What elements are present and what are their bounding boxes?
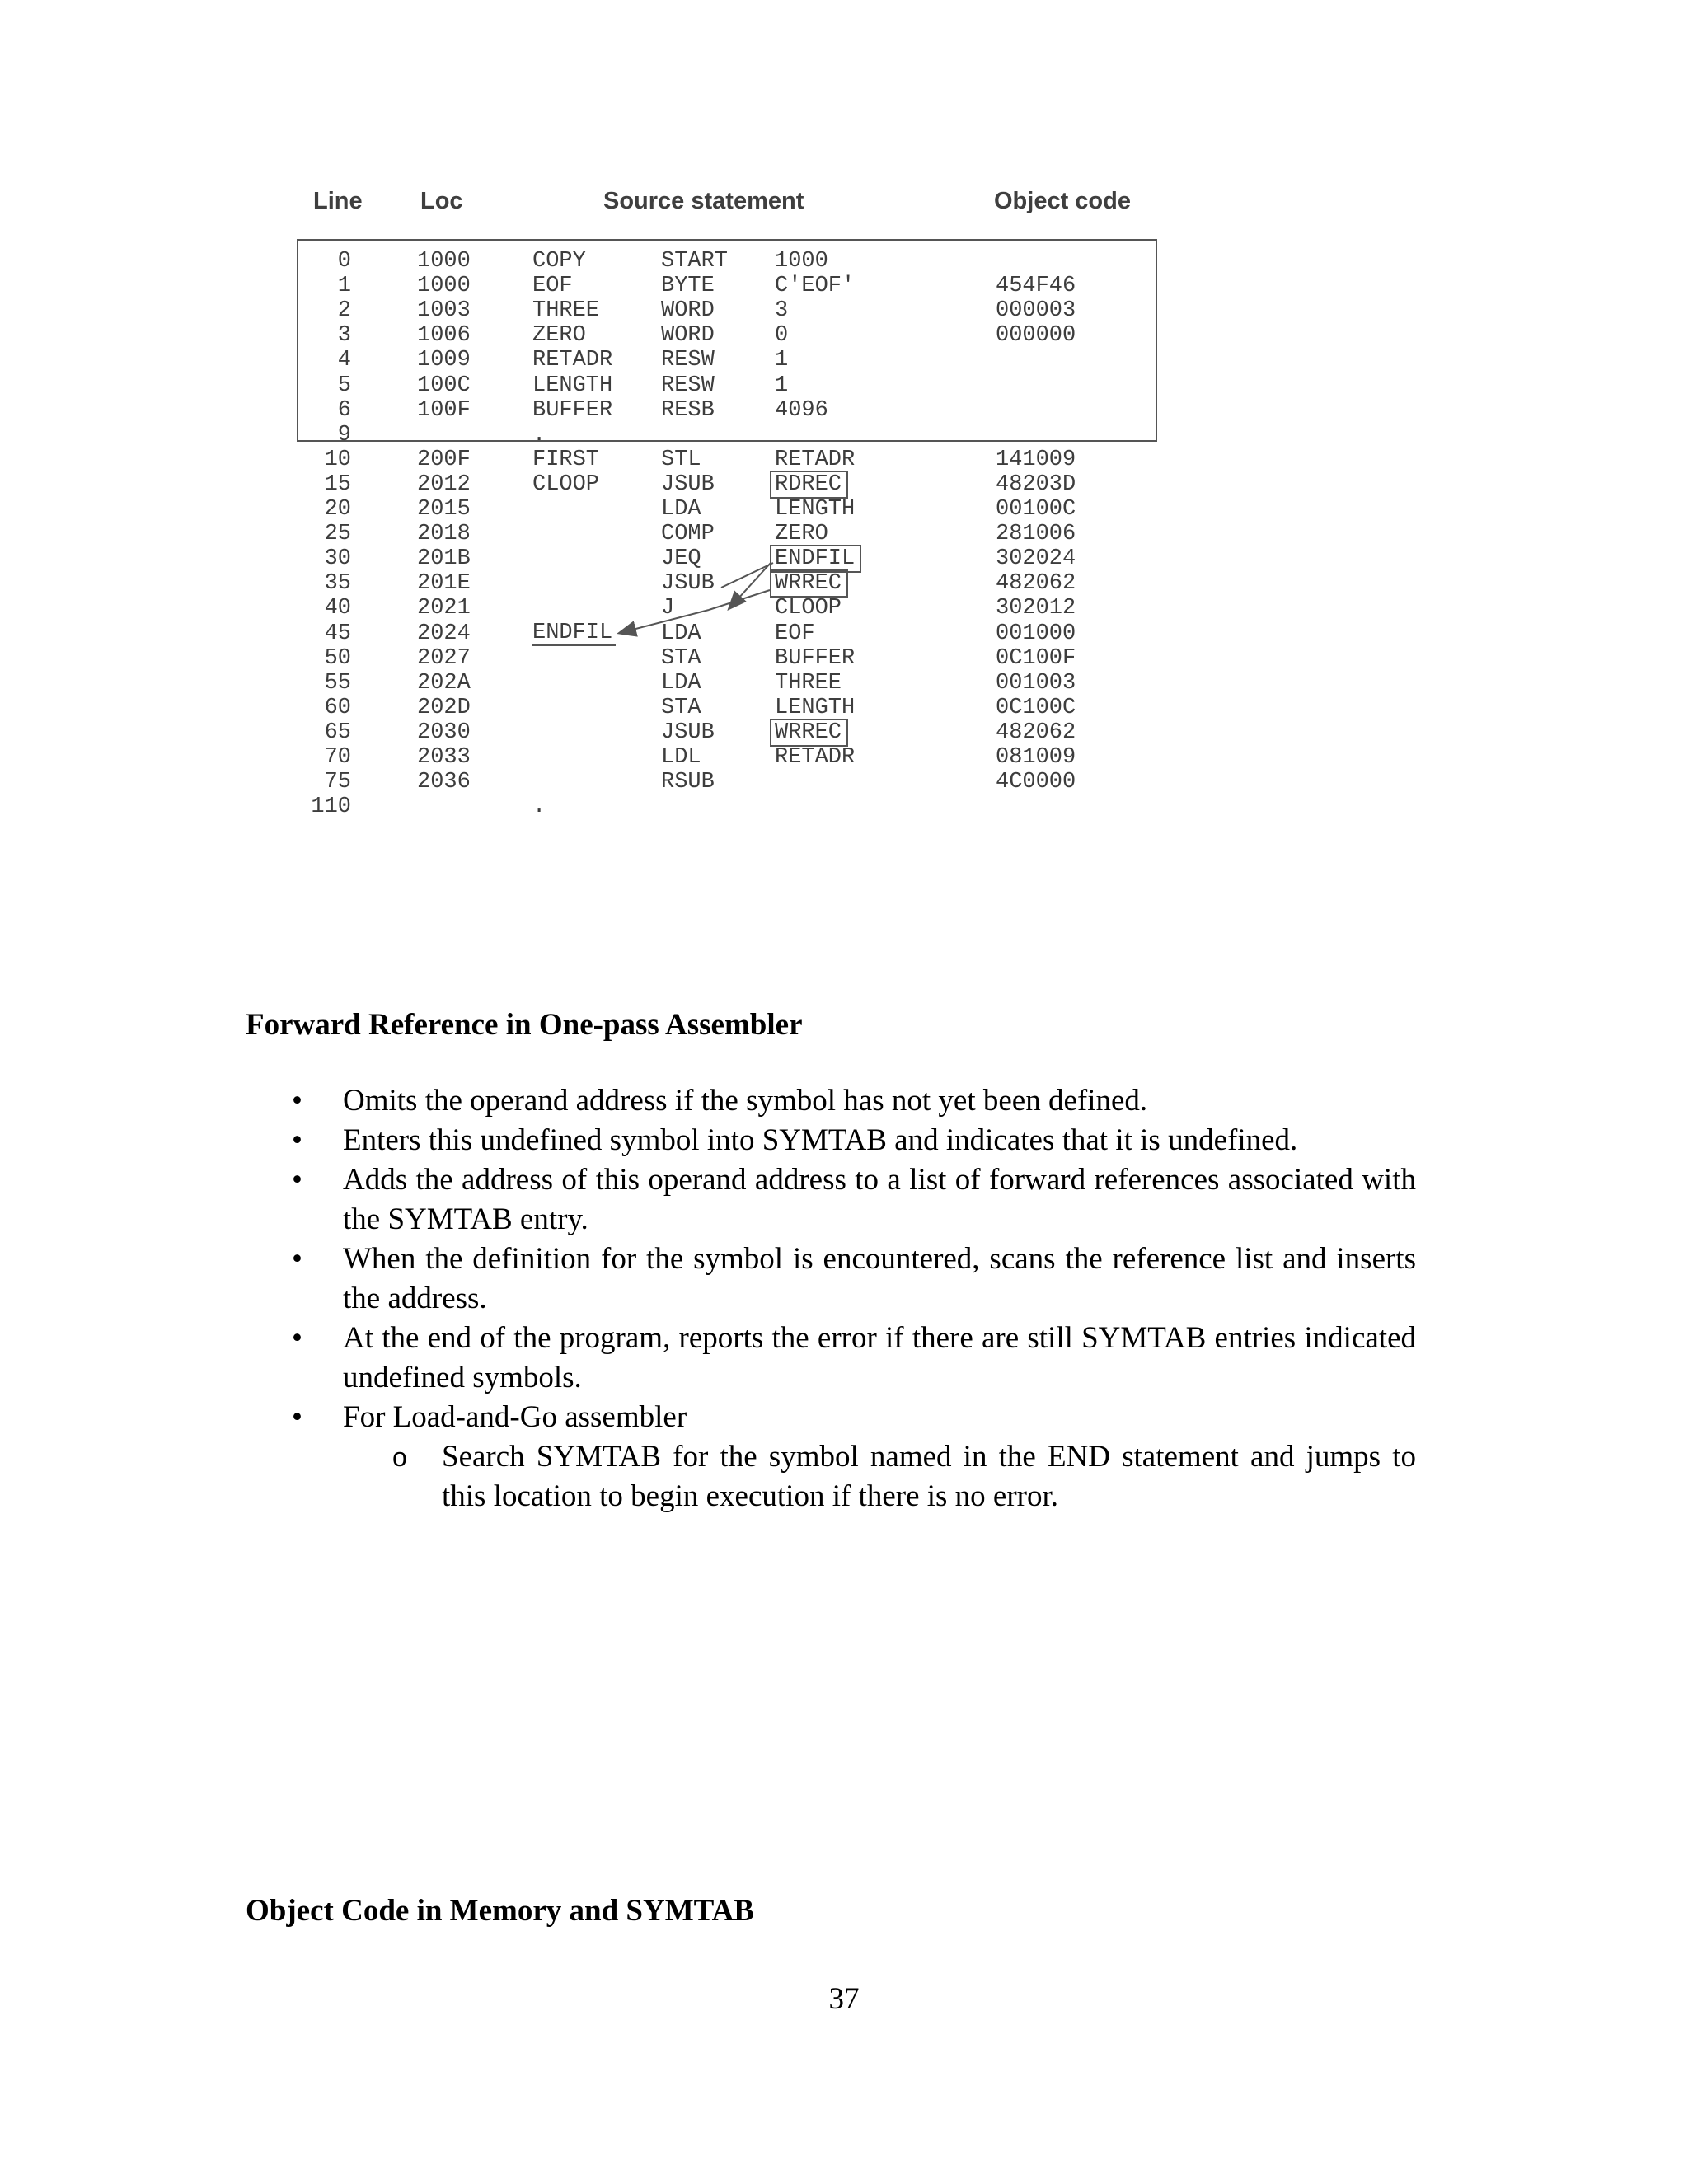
label-field: BUFFER — [532, 397, 613, 423]
object-code-field: 001000 — [996, 621, 1076, 646]
opcode-field: STL — [661, 447, 701, 472]
line-number: 60 — [324, 695, 351, 720]
line-number: 20 — [324, 497, 351, 522]
line-number: 70 — [324, 745, 351, 770]
label-field: RETADR — [532, 348, 613, 373]
line-number: 4 — [337, 348, 351, 373]
object-code-field: 0C100C — [996, 695, 1076, 720]
line-number: 40 — [324, 596, 351, 621]
line-number: 5 — [337, 373, 351, 398]
opcode-field: JSUB — [661, 471, 715, 497]
object-code-field: 482062 — [996, 719, 1076, 745]
operand-field: CLOOP — [775, 596, 842, 621]
opcode-field: START — [661, 249, 729, 274]
opcode-field: COMP — [661, 522, 715, 547]
section-heading-forward-reference: Forward Reference in One-pass Assembler — [246, 1008, 803, 1042]
opcode-field: JEQ — [661, 546, 701, 572]
location-counter: 1006 — [417, 323, 471, 349]
opcode-field: LDA — [661, 497, 701, 522]
header-loc: Loc — [420, 188, 463, 214]
line-number: 0 — [337, 249, 351, 274]
label-field: . — [532, 422, 546, 448]
label-field: EOF — [532, 274, 573, 299]
line-number: 10 — [324, 447, 351, 472]
program-listing-figure — [297, 188, 1170, 839]
object-code-field: 302024 — [996, 546, 1076, 572]
location-counter: 1000 — [417, 249, 471, 274]
operand-field: LENGTH — [775, 695, 856, 720]
header-source-statement: Source statement — [603, 188, 804, 214]
bullet-icon: • — [292, 1163, 302, 1197]
arrow-wrrec-link — [709, 590, 770, 610]
operand-field: RETADR — [775, 745, 856, 770]
bullet-icon: • — [292, 1400, 302, 1434]
line-number: 65 — [324, 719, 351, 745]
page-number: 37 — [828, 1982, 860, 2016]
line-number: 1 — [337, 274, 351, 299]
bullet-icon: • — [292, 1123, 302, 1157]
line-number: 55 — [324, 670, 351, 696]
object-code-field: 482062 — [996, 571, 1076, 597]
opcode-field: STA — [661, 645, 701, 671]
location-counter: 2024 — [417, 621, 471, 646]
operand-field: 4096 — [775, 397, 828, 423]
label-field: . — [532, 794, 546, 820]
location-counter: 202D — [417, 695, 471, 720]
opcode-field: LDA — [661, 621, 701, 646]
operand-field: 0 — [775, 323, 789, 349]
list-item: • At the end of the program, reports the error if there are still SYMTAB entries indicated undefined symbols. — [246, 1319, 1416, 1398]
bullet-icon: • — [292, 1242, 302, 1276]
location-counter: 2027 — [417, 645, 471, 671]
label-field: COPY — [532, 249, 586, 274]
location-counter: 100F — [417, 397, 471, 423]
opcode-field: BYTE — [661, 274, 715, 299]
arrow-endfil-to-line45 — [721, 563, 773, 588]
location-counter: 2033 — [417, 745, 471, 770]
location-counter: 2015 — [417, 497, 471, 522]
label-field: CLOOP — [532, 471, 600, 497]
line-number: 25 — [324, 522, 351, 547]
line-number: 30 — [324, 546, 351, 572]
object-code-field: 081009 — [996, 745, 1076, 770]
opcode-field: WORD — [661, 323, 715, 349]
location-counter: 202A — [417, 670, 471, 696]
circle-bullet-icon: o — [392, 1442, 407, 1472]
object-code-field: 001003 — [996, 670, 1076, 696]
operand-field: LENGTH — [775, 497, 856, 522]
location-counter: 201B — [417, 546, 471, 572]
object-code-field: 4C0000 — [996, 770, 1076, 795]
location-counter: 2021 — [417, 596, 471, 621]
object-code-field: 00100C — [996, 497, 1076, 522]
forward-reference-arrows — [297, 188, 1170, 839]
list-item: • Adds the address of this operand address to a list of forward references associated with the SYMTAB entry. — [246, 1160, 1416, 1240]
operand-field: WRREC — [771, 571, 846, 596]
list-item: • Enters this undefined symbol into SYMTAB and indicates that it is undefined. — [246, 1121, 1416, 1160]
opcode-field: J — [661, 596, 675, 621]
label-field: FIRST — [532, 447, 600, 472]
location-counter: 1000 — [417, 274, 471, 299]
section-heading-object-code: Object Code in Memory and SYMTAB — [246, 1894, 754, 1928]
line-number: 45 — [324, 621, 351, 646]
line-number: 15 — [324, 471, 351, 497]
operand-field: ENDFIL — [771, 546, 860, 571]
operand-field: C'EOF' — [775, 274, 856, 299]
location-counter: 2030 — [417, 719, 471, 745]
operand-field: RDREC — [771, 472, 846, 497]
operand-field: RETADR — [775, 447, 856, 472]
line-number: 2 — [337, 298, 351, 324]
operand-field: 3 — [775, 298, 789, 324]
operand-field: 1 — [775, 373, 789, 398]
operand-field: 1000 — [775, 249, 828, 274]
line-number: 75 — [324, 770, 351, 795]
object-code-field: 0C100F — [996, 645, 1076, 671]
object-code-field: 281006 — [996, 522, 1076, 547]
location-counter: 200F — [417, 447, 471, 472]
label-field: THREE — [532, 298, 600, 324]
operand-field: BUFFER — [775, 645, 856, 671]
label-field: LENGTH — [532, 373, 613, 398]
forward-reference-bullets — [246, 1081, 1416, 1516]
object-code-field: 48203D — [996, 471, 1076, 497]
operand-field: THREE — [775, 670, 842, 696]
list-item: • When the definition for the symbol is encountered, scans the reference list and inserts the address. — [246, 1240, 1416, 1319]
opcode-field: RESW — [661, 348, 715, 373]
location-counter: 1009 — [417, 348, 471, 373]
object-code-field: 302012 — [996, 596, 1076, 621]
location-counter: 100C — [417, 373, 471, 398]
location-counter: 2036 — [417, 770, 471, 795]
object-code-field: 000003 — [996, 298, 1076, 324]
header-object-code: Object code — [994, 188, 1131, 214]
header-line: Line — [313, 188, 363, 214]
sub-list — [343, 1437, 1416, 1516]
location-counter: 201E — [417, 571, 471, 597]
line-number: 35 — [324, 571, 351, 597]
location-counter: 2012 — [417, 471, 471, 497]
opcode-field: RESW — [661, 373, 715, 398]
operand-field: EOF — [775, 621, 815, 646]
location-counter: 2018 — [417, 522, 471, 547]
bullet-icon: • — [292, 1321, 302, 1355]
location-counter: 1003 — [417, 298, 471, 324]
sub-list-item: o Search SYMTAB for the symbol named in the END statement and jumps to this location to begin execution if there is no error. — [343, 1437, 1416, 1516]
opcode-field: JSUB — [661, 571, 715, 597]
line-number: 9 — [337, 422, 351, 448]
opcode-field: WORD — [661, 298, 715, 324]
line-number: 50 — [324, 645, 351, 671]
opcode-field: RESB — [661, 397, 715, 423]
line-number: 6 — [337, 397, 351, 423]
line-number: 110 — [311, 794, 351, 820]
opcode-field: RSUB — [661, 770, 715, 795]
list-item: • Omits the operand address if the symbol has not yet been defined. — [246, 1081, 1416, 1121]
list-item: • For Load-and-Go assembler o Search SYMTAB for the symbol named in the END statement and jumps to this location to begin execution if there is no error. — [246, 1398, 1416, 1516]
label-field: ENDFIL — [532, 621, 616, 646]
operand-field: 1 — [775, 348, 789, 373]
object-code-field: 141009 — [996, 447, 1076, 472]
opcode-field: JSUB — [661, 719, 715, 745]
object-code-field: 000000 — [996, 323, 1076, 349]
arrow-to-endfil-label — [620, 610, 709, 633]
label-field: ZERO — [532, 323, 586, 349]
operand-field: WRREC — [771, 720, 846, 745]
operand-field: ZERO — [775, 522, 828, 547]
bullet-icon: • — [292, 1084, 302, 1118]
line-number: 3 — [337, 323, 351, 349]
opcode-field: LDL — [661, 745, 701, 770]
object-code-field: 454F46 — [996, 274, 1076, 299]
opcode-field: LDA — [661, 670, 701, 696]
opcode-field: STA — [661, 695, 701, 720]
